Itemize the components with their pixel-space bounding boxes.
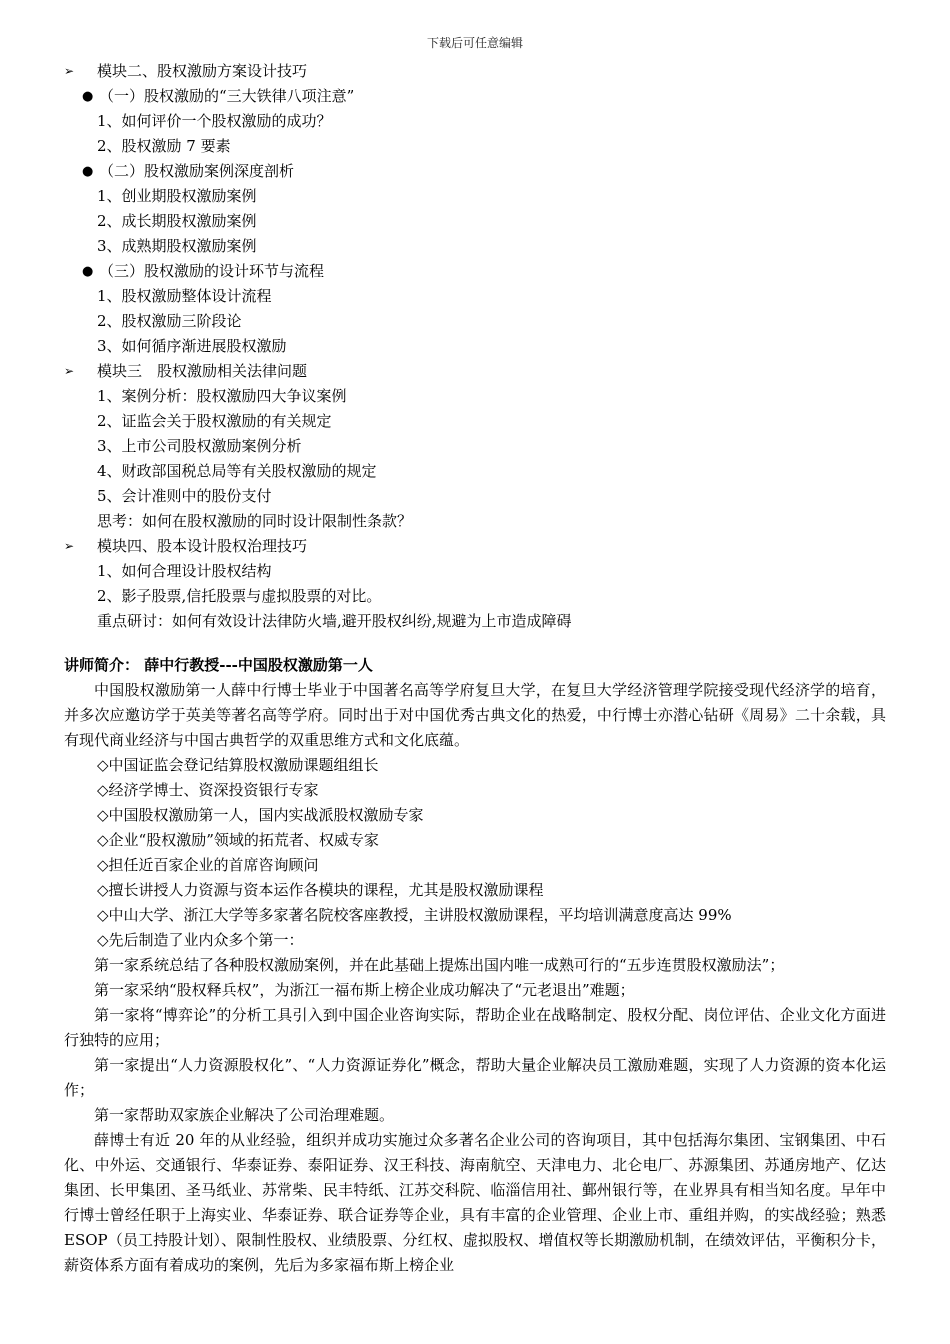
outline-item: [0, 184, 950, 209]
dot-bullet-icon: ●: [82, 164, 94, 179]
outline-item: [0, 309, 950, 334]
outline-item: [0, 134, 950, 159]
credential-item: [0, 903, 950, 928]
credential-text: ◇企业“股权激励”领域的拓荒者、权威专家: [97, 831, 379, 849]
outline-text: 1、创业期股权激励案例: [97, 187, 257, 205]
firsts-list: [0, 953, 950, 1128]
credential-item: [0, 878, 950, 903]
outline-item: [0, 434, 950, 459]
arrow-bullet-icon: ➢: [64, 539, 75, 553]
outline-text: 模块四、股本设计股权治理技巧: [97, 537, 308, 555]
outline-text: 2、股权激励三阶段论: [97, 312, 242, 330]
outline-item: [0, 109, 950, 134]
bio-heading: [0, 653, 950, 678]
credential-text: ◇擅长讲授人力资源与资本运作各模块的课程，尤其是股权激励课程: [97, 881, 544, 899]
credential-item: [0, 928, 950, 953]
credentials-list: [0, 753, 950, 953]
credential-item: [0, 853, 950, 878]
outline-text: 3、如何循序渐进展股权激励: [97, 337, 287, 355]
course-outline: [0, 59, 950, 634]
first-achievement: 第一家帮助双家族企业解决了公司治理难题。: [94, 1106, 395, 1124]
outline-text: 2、证监会关于股权激励的有关规定: [97, 412, 332, 430]
outline-item: [0, 609, 950, 634]
outline-item: [0, 584, 950, 609]
sub-heading: [0, 159, 950, 184]
credential-text: ◇中国股权激励第一人，国内实战派股权激励专家: [97, 806, 424, 824]
outline-text: 1、如何评价一个股权激励的成功？: [97, 112, 332, 130]
module-heading: [0, 359, 950, 384]
credential-text: ◇担任近百家企业的首席咨询顾问: [97, 856, 319, 874]
credential-item: [0, 778, 950, 803]
outline-item: [0, 409, 950, 434]
outline-text: （一）股权激励的“三大铁律八项注意”: [99, 87, 355, 105]
outline-item: [0, 384, 950, 409]
credential-item: [0, 828, 950, 853]
outline-text: 思考：如何在股权激励的同时设计限制性条款？: [97, 512, 413, 530]
outline-text: 5、会计准则中的股份支付: [97, 487, 272, 505]
page-header: 下载后可任意编辑: [426, 36, 523, 50]
outline-text: 模块二、股权激励方案设计技巧: [97, 62, 308, 80]
credential-item: [0, 803, 950, 828]
outline-text: 2、成长期股权激励案例: [97, 212, 257, 230]
sub-heading: [0, 84, 950, 109]
outline-text: 4、财政部国税总局等有关股权激励的规定: [97, 462, 377, 480]
credential-text: ◇经济学博士、资深投资银行专家: [97, 781, 319, 799]
outline-item: [0, 459, 950, 484]
outline-text: 1、股权激励整体设计流程: [97, 287, 272, 305]
outline-text: 重点研讨：如何有效设计法律防火墙,避开股权纠纷,规避为上市造成障碍: [97, 612, 572, 630]
sub-heading: [0, 259, 950, 284]
outline-item: [0, 484, 950, 509]
credential-text: ◇先后制造了业内众多个第一：: [97, 931, 304, 949]
credential-text: ◇中山大学、浙江大学等多家著名院校客座教授，主讲股权激励课程，平均培训满意度高达 99%: [97, 906, 732, 924]
dot-bullet-icon: ●: [82, 264, 94, 279]
arrow-bullet-icon: ➢: [64, 64, 75, 78]
first-achievement: 第一家提出“人力资源股权化”、“人力资源证券化”概念，帮助大量企业解决员工激励难题，实现了人力资源的资本化运作；: [64, 1056, 886, 1099]
dot-bullet-icon: ●: [82, 89, 94, 104]
module-heading: [0, 534, 950, 559]
credential-item: [0, 753, 950, 778]
experience-paragraph: 薛博士有近 20 年的从业经验，组织并成功实施过众多著名企业公司的咨询项目，其中包括海尔集团、宝钢集团、中石化、中外运、交通银行、华泰证券、泰阳证券、汉王科技、海南航空、天津电力、北仑电厂、苏源集团、苏通房地产、亿达集团、长甲集团、圣马纸业、苏常柴、民丰特纸、江苏交科院、临淄信用社、鄞州银行等，在业界具有相当知名度。早年中行博士曾经任职于上海实业、华泰证券、联合证券等企业，具有丰富的企业管理、企业上市、重组并购，的实战经验；熟悉 ESOP（员工持股计划）、限制性股权、业绩股票、分红权、虚拟股权、增值权等长期激励机制，在绩效评估，平衡积分卡，薪资体系方面有着成功的案例，先后为多家福布斯上榜企业: [64, 1131, 886, 1274]
outline-text: （三）股权激励的设计环节与流程: [99, 262, 325, 280]
outline-text: 模块三 股权激励相关法律问题: [97, 362, 308, 380]
outline-text: 2、股权激励 7 要素: [97, 137, 231, 155]
outline-item: [0, 509, 950, 534]
first-achievement: 第一家将“博弈论”的分析工具引入到中国企业咨询实际，帮助企业在战略制定、股权分配、岗位评估、企业文化方面进行独特的应用；: [64, 1006, 886, 1049]
outline-item: [0, 284, 950, 309]
outline-text: 1、如何合理设计股权结构: [97, 562, 272, 580]
module-heading: [0, 59, 950, 84]
outline-item: [0, 559, 950, 584]
first-achievement: 第一家系统总结了各种股权激励案例，并在此基础上提炼出国内唯一成熟可行的“五步连贯股权激励法”；: [94, 956, 785, 974]
first-achievement: 第一家采纳“股权释兵权”，为浙江一福布斯上榜企业成功解决了“元老退出”难题；: [94, 981, 635, 999]
outline-text: 3、上市公司股权激励案例分析: [97, 437, 302, 455]
outline-text: （二）股权激励案例深度剖析: [99, 162, 295, 180]
outline-item: [0, 209, 950, 234]
document-body: [0, 59, 950, 1278]
arrow-bullet-icon: ➢: [64, 364, 75, 378]
bio-intro-paragraph: 中国股权激励第一人薛中行博士毕业于中国著名高等学府复旦大学，在复旦大学经济管理学院接受现代经济学的培育，并多次应邀访学于英美等著名高等学府。同时出于对中国优秀古典文化的热爱，中行博士亦潜心钻研《周易》二十余载，具有现代商业经济与中国古典哲学的双重思维方式和文化底蕴。: [64, 681, 886, 749]
outline-item: [0, 334, 950, 359]
bio-title: 讲师简介： 薛中行教授---中国股权激励第一人: [64, 656, 373, 674]
spacer: [0, 634, 950, 653]
outline-text: 2、影子股票,信托股票与虚拟股票的对比。: [97, 587, 382, 605]
outline-text: 1、案例分析：股权激励四大争议案例: [97, 387, 347, 405]
outline-text: 3、成熟期股权激励案例: [97, 237, 257, 255]
outline-item: [0, 234, 950, 259]
credential-text: ◇中国证监会登记结算股权激励课题组组长: [97, 756, 379, 774]
